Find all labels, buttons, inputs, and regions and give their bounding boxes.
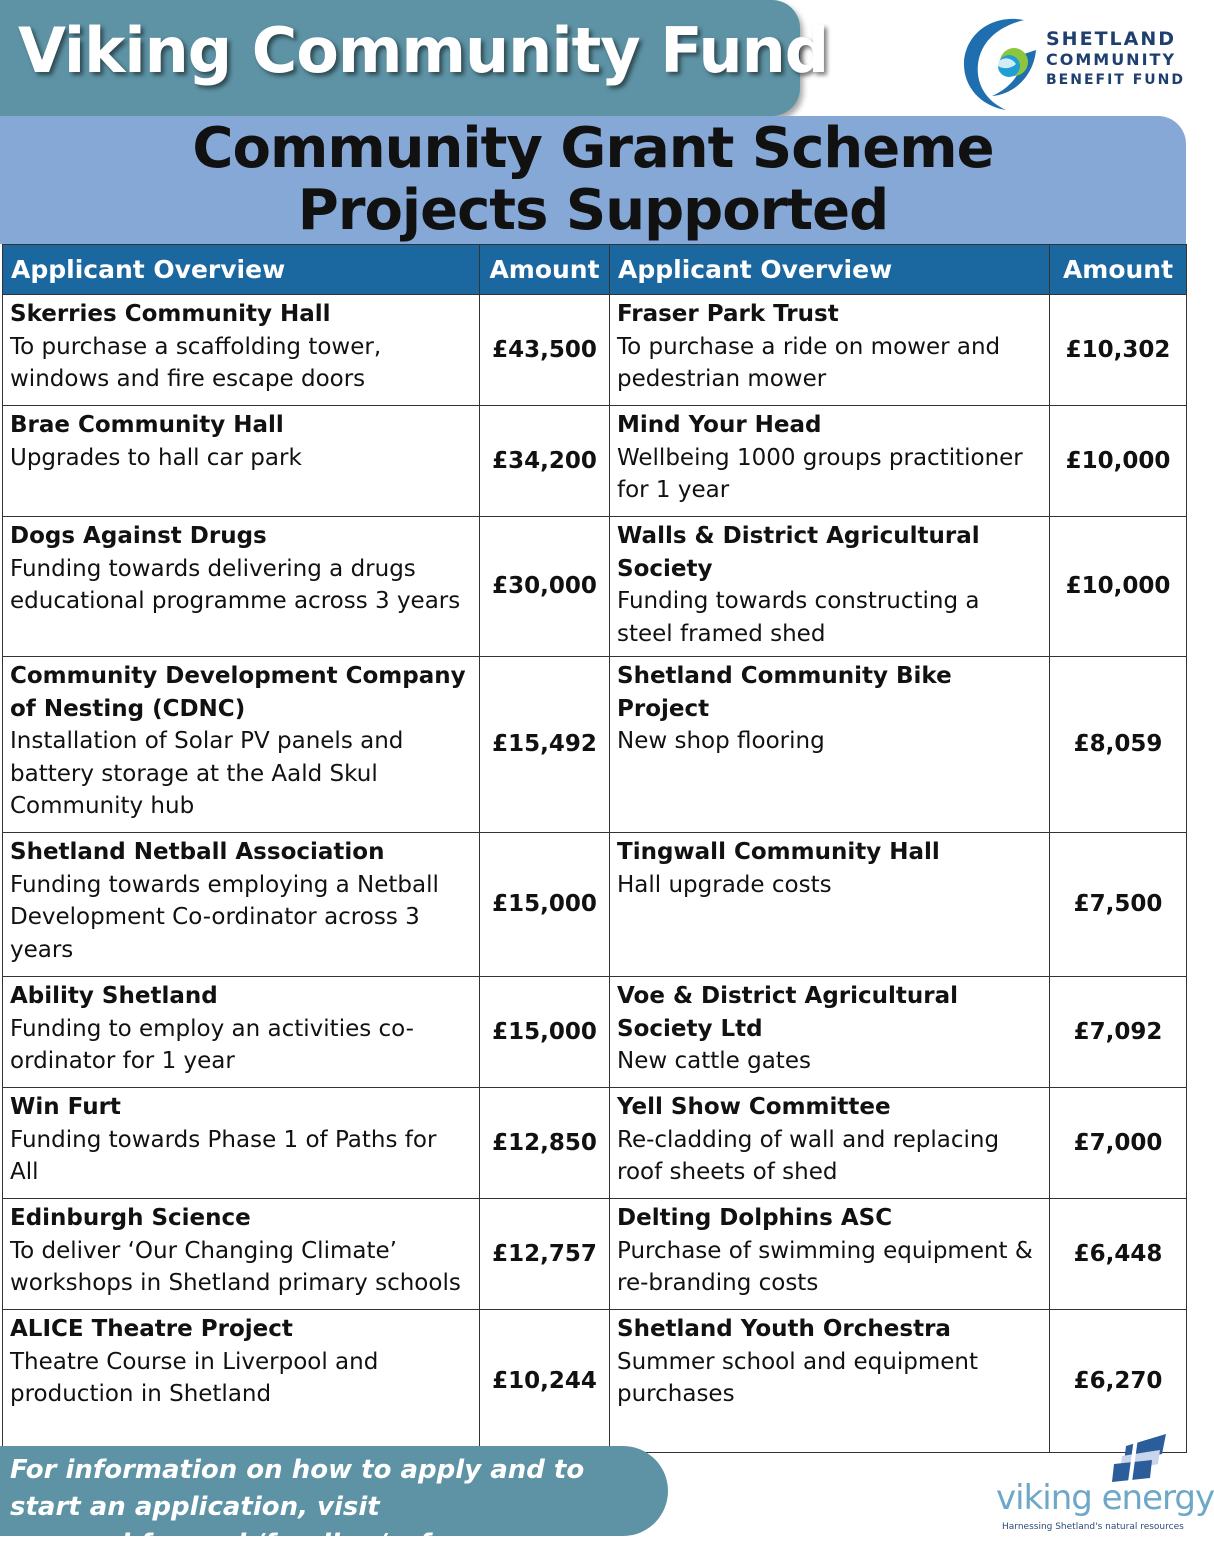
amount-cell: £15,492: [480, 657, 610, 833]
amount-cell: £10,244: [480, 1310, 610, 1453]
amount-cell: £7,000: [1050, 1088, 1187, 1199]
applicant-cell: [3, 1199, 480, 1310]
table-row: [3, 977, 1187, 1088]
column-header-amount-right: Amount: [1050, 245, 1187, 295]
amount-cell: £15,000: [480, 833, 610, 977]
applicant-name: Yell Show Committee: [617, 1094, 891, 1120]
applicant-cell: [3, 1088, 480, 1199]
table-row: [3, 1088, 1187, 1199]
applicant-cell: [610, 1199, 1050, 1310]
applicant-cell: [610, 406, 1050, 517]
applicant-description: To deliver ‘Our Changing Climate’ workshops in Shetland primary schools: [10, 1237, 461, 1296]
applicant-description: New shop flooring: [617, 728, 825, 754]
applicant-cell: [610, 1310, 1050, 1453]
viking-energy-name: viking energy: [996, 1478, 1214, 1518]
viking-energy-logo: [990, 1430, 1214, 1536]
applicant-description: Hall upgrade costs: [617, 871, 832, 898]
viking-energy-tagline: Harnessing Shetland's natural resources: [1002, 1522, 1184, 1532]
table-row: [3, 657, 1187, 833]
amount-cell: £12,757: [480, 1199, 610, 1310]
applicant-name: Dogs Against Drugs: [10, 523, 267, 549]
applicant-cell: [610, 517, 1050, 657]
amount-cell: £7,092: [1050, 977, 1187, 1088]
grants-table: [2, 244, 1187, 1453]
logo-line-2: COMMUNITY: [1046, 50, 1177, 69]
applicant-description: New cattle gates: [617, 1048, 811, 1074]
amount-cell: £8,059: [1050, 657, 1187, 833]
amount-cell: £12,850: [480, 1088, 610, 1199]
amount-cell: £10,302: [1050, 295, 1187, 406]
subtitle-line-1: Community Grant Scheme: [192, 116, 994, 181]
table-row: [3, 406, 1187, 517]
table-row: [3, 295, 1187, 406]
applicant-cell: [3, 1310, 480, 1453]
applicant-cell: [610, 1088, 1050, 1199]
table-header-row: [3, 245, 1187, 295]
table-row: [3, 1199, 1187, 1310]
applicant-description: To purchase a ride on mower and pedestrian mower: [617, 333, 1001, 392]
applicant-name: Tingwall Community Hall: [617, 839, 940, 865]
applicant-name: Ability Shetland: [10, 983, 218, 1009]
amount-cell: £30,000: [480, 517, 610, 657]
applicant-name: Voe & District Agricultural Society Ltd: [617, 983, 959, 1042]
table-row: [3, 833, 1187, 977]
applicant-name: Delting Dolphins ASC: [617, 1205, 893, 1231]
applicant-description: Theatre Course in Liverpool and production in Shetland: [10, 1348, 379, 1407]
applicant-name: Walls & District Agricultural Society: [617, 523, 980, 582]
applicant-cell: [610, 833, 1050, 977]
applicant-name: Brae Community Hall: [10, 412, 284, 438]
applicant-name: Shetland Community Bike Project: [617, 663, 952, 722]
scbf-logo: [950, 8, 1185, 116]
footer-info-link[interactable]: For information on how to apply and to start an application, visit www.scbf.org.uk/funding/vcf: [10, 1455, 585, 1559]
applicant-cell: [3, 295, 480, 406]
applicant-cell: [3, 977, 480, 1088]
amount-cell: £15,000: [480, 977, 610, 1088]
column-header-applicant-right: Applicant Overview: [610, 245, 1050, 295]
subtitle-line-2: Projects Supported: [297, 178, 889, 243]
flag-icon: [1108, 1432, 1178, 1484]
logo-line-1: SHETLAND: [1046, 28, 1177, 50]
applicant-name: Mind Your Head: [617, 412, 822, 438]
applicant-description: Funding towards delivering a drugs educational programme across 3 years: [10, 555, 461, 614]
applicant-cell: [610, 657, 1050, 833]
applicant-description: Installation of Solar PV panels and battery storage at the Aald Skul Community hub: [10, 728, 404, 819]
applicant-description: To purchase a scaffolding tower, windows and fire escape doors: [10, 333, 382, 392]
applicant-description: Funding towards Phase 1 of Paths for All: [10, 1126, 437, 1185]
amount-cell: £43,500: [480, 295, 610, 406]
applicant-cell: [610, 977, 1050, 1088]
page-title: Viking Community Fund: [18, 14, 829, 87]
amount-cell: £34,200: [480, 406, 610, 517]
amount-cell: £6,448: [1050, 1199, 1187, 1310]
applicant-name: Shetland Youth Orchestra: [617, 1316, 951, 1342]
applicant-name: Community Development Company of Nesting (CDNC): [10, 663, 466, 722]
applicant-description: Funding towards constructing a steel framed shed: [617, 588, 980, 647]
applicant-name: Fraser Park Trust: [617, 301, 839, 327]
applicant-cell: [3, 833, 480, 977]
applicant-cell: [3, 657, 480, 833]
logo-line-3: BENEFIT FUND: [1046, 72, 1185, 88]
amount-cell: £10,000: [1050, 517, 1187, 657]
applicant-name: Edinburgh Science: [10, 1205, 251, 1231]
applicant-description: Wellbeing 1000 groups practitioner for 1 year: [617, 444, 1023, 503]
applicant-description: Funding to employ an activities co-ordinator for 1 year: [10, 1015, 414, 1074]
applicant-description: Upgrades to hall car park: [10, 444, 302, 471]
amount-cell: £6,270: [1050, 1310, 1187, 1453]
scbf-swirl-icon: [954, 10, 1046, 114]
applicant-name: ALICE Theatre Project: [10, 1316, 293, 1342]
applicant-description: Summer school and equipment purchases: [617, 1348, 979, 1407]
applicant-cell: [3, 406, 480, 517]
applicant-description: Purchase of swimming equipment & re-branding costs: [617, 1237, 1033, 1296]
applicant-description: Funding towards employing a Netball Development Co-ordinator across 3 years: [10, 871, 439, 963]
applicant-name: Shetland Netball Association: [10, 839, 385, 865]
applicant-name: Skerries Community Hall: [10, 301, 331, 327]
column-header-amount-left: Amount: [480, 245, 610, 295]
applicant-name: Win Furt: [10, 1094, 121, 1120]
column-header-applicant-left: Applicant Overview: [3, 245, 480, 295]
amount-cell: £10,000: [1050, 406, 1187, 517]
table-row: [3, 517, 1187, 657]
applicant-cell: [3, 517, 480, 657]
applicant-description: Re-cladding of wall and replacing roof sheets of shed: [617, 1126, 1000, 1185]
amount-cell: £7,500: [1050, 833, 1187, 977]
applicant-cell: [610, 295, 1050, 406]
